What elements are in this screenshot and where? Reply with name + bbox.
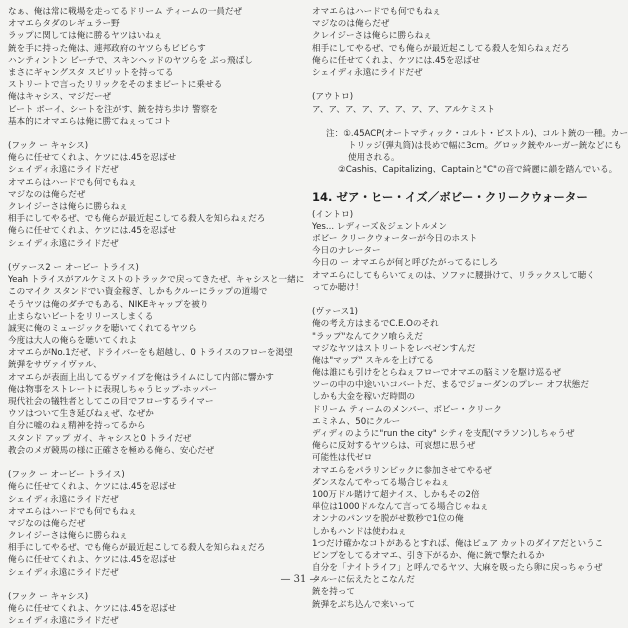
- lyric-line: ダンスなんてやってる場合じゃねぇ: [312, 477, 450, 488]
- lyric-line: 相手にしてやるぜ、でも俺らが最近起こしてる殺人を知らねぇだろ: [8, 543, 266, 554]
- right-bottom-lyrics: [312, 209, 604, 611]
- lyric-line: オマエらはハードでも何でもねぇ: [312, 7, 441, 17]
- lyric-line: シェイディ永遠にライドだぜ: [8, 238, 119, 249]
- lyric-line: 教会のメガ競馬の様に正確さを極める俺ら、安心だぜ: [8, 445, 215, 456]
- lyric-line: シェイディ永遠にライドだぜ: [312, 67, 423, 78]
- lyric-line: オマエらタダのレギュラー野: [8, 19, 120, 30]
- lyric-line: (フック ー オービー トライス): [8, 470, 125, 481]
- section-title: 14. ゼア・ヒー・イズ／ボビー・クリークウォーター: [312, 189, 588, 204]
- lyric-line: ってか聴け！: [312, 282, 364, 293]
- lyric-line: しかも大金を稼いだ時間の: [312, 392, 416, 403]
- lyric-line: (イントロ): [312, 209, 354, 220]
- lyric-line: 銃を手に持った俺は、連邦政府のヤツらもビビらす: [8, 43, 206, 54]
- lyric-line: 可能性は代ゼロ: [312, 453, 373, 464]
- lyric-line: Yes... レディーズ＆ジェントルメン: [312, 221, 447, 232]
- lyric-line: スタンド アップ ガイ、キャシスと0 トライだぜ: [8, 433, 192, 444]
- lyric-line: マジなのは俺らだぜ: [8, 189, 86, 200]
- lyric-line: 単位は1000ドルなんて言ってる場合じゃねぇ: [312, 502, 489, 513]
- lyric-line: 俺の考え方はまるでC.E.Oのそれ: [312, 319, 439, 330]
- lyric-line: 今日の ー オマエらが何と呼びたがってるにしろ: [312, 258, 498, 269]
- stanza-gap: [312, 79, 596, 91]
- stanza-gap: [312, 294, 596, 306]
- lyric-line: (ヴァース2 ー オービー トライス): [8, 262, 139, 273]
- lyric-line: 俺は"マップ" スキルを上げてる: [312, 355, 434, 366]
- lyric-line: (アウトロ): [312, 92, 354, 103]
- right-top-lyrics: [312, 6, 596, 116]
- lyric-line: そうヤツは俺のダチでもある、NIKEキャップを被り: [8, 299, 209, 310]
- lyric-line: シェイディ永遠にライドだぜ: [8, 616, 119, 627]
- lyric-line: なぁ、俺は常に戦場を走ってるドリーム ティームの一員だぜ: [8, 7, 243, 17]
- note-line: ②Cashis、Capitalizing、Captainと"C"の音で綺麗に韻を踏んでいる。: [338, 165, 618, 176]
- lyric-line: ア、ア、ア、ア、ア、ア、ア、ア、アルケミスト: [312, 104, 496, 115]
- lyric-line: ハンティントン ビーチで、スキンヘッドのヤツらを ぶっ飛ばし: [8, 55, 253, 66]
- lyric-line: マジなヤツはストリートをレペゼンすんだ: [312, 343, 476, 354]
- lyric-line: (フック ー キャシス): [8, 141, 89, 152]
- note-line: 注：①.45ACP(オートマティック・コルト・ピストル)、コルト銃の一種。カー: [326, 128, 628, 139]
- lyric-line: 現代社会の犠牲者としてこの目でフローするライマー: [8, 397, 214, 407]
- stanza-gap: [8, 128, 286, 140]
- lyric-line: シェイディ永遠にライドだぜ: [8, 494, 119, 505]
- lyric-line: Yeah トライスがアルケミストのトラックで戻ってきたぜ、キャシスと一緒に: [8, 275, 305, 286]
- lyric-line: 相手にしてやるぜ、でも俺らが最近起こしてる殺人を知らねぇだろ: [8, 214, 266, 225]
- lyric-line: オマエらはハードでも何でもねぇ: [8, 177, 137, 188]
- lyric-line: しかもハンドは使わねぇ: [312, 526, 407, 537]
- lyric-line: オンナのパンツを脱がせ数秒で1位の俺: [312, 514, 464, 525]
- stanza-gap: [8, 457, 286, 469]
- lyric-line: クレイジーさは俺らに勝らねぇ: [8, 202, 128, 212]
- lyric-line: 俺はキャシス、マジだーぜ: [8, 92, 112, 103]
- lyric-line: オマエらをパラリンピックに参加させてやるぜ: [312, 465, 492, 476]
- lyric-line: 俺らに任せてくれよ、ケツには.45を忍ばせ: [8, 604, 177, 615]
- lyric-line: クレイジーさは俺らに勝らねぇ: [312, 31, 432, 42]
- lyric-line: ラップに関しては俺に勝るヤツはいねぇ: [8, 31, 163, 42]
- lyric-line: シェイディ永遠にライドだぜ: [8, 165, 119, 176]
- lyric-line: 銃弾をサヴァイヴァル、: [8, 360, 102, 371]
- lyric-line: このマイク スタンドでい資金稼ぎ、しかもクルーにラップの道場で: [8, 287, 268, 298]
- lyric-line: (ヴァース1): [312, 307, 359, 318]
- lyric-line: ピンプをしてるオマエ、引き下がるか、俺に銃で撃たれるか: [312, 550, 545, 561]
- lyric-line: オマエらが表面上出してるヴァイブを俺はライムにして内部に響かす: [8, 372, 274, 383]
- note-line: トリッジ(弾丸筒)は長めで幅に3cm。グロック銃やルーガー銃などにも: [348, 141, 622, 152]
- page-number: — 31 —: [280, 574, 320, 585]
- lyric-line: 俺は誰にも引けをとらねぇフローでオマエの脳ミソを駆け巡るぜ: [312, 368, 561, 379]
- lyric-line: 1つだけ確かなコトがあるとすれば、俺はピュア カットのダイアだというこ: [312, 538, 604, 549]
- lyric-line: オマエらにしてもらいてぇのは、ソファに腰掛けて、リラックスして聴く: [312, 270, 595, 281]
- lyric-line: エミネム、50にクルー: [312, 416, 401, 427]
- lyric-line: 誠実に俺のミュージックを聴いてくれてるヤツら: [8, 323, 197, 334]
- lyric-line: 100万ドル賭けて超ナイス、しかもその2倍: [312, 489, 480, 500]
- lyric-line: 自分を「ナイトライフ」と呼んでるヤツ、大麻を吸ったら卵に戻っちゃうぜ: [312, 563, 603, 574]
- lyric-line: マジなのは俺らだぜ: [312, 19, 390, 30]
- lyric-line: クルーに伝えたとこなんだ: [312, 575, 415, 586]
- lyric-line: まさにギャングスタ スピリットを持ってる: [8, 67, 174, 78]
- lyric-line: 俺らに任せてくれよ、ケツには.45を忍ばせ: [312, 55, 481, 66]
- lyric-line: 俺らに反対するヤツらは、可哀想に思うぜ: [312, 441, 476, 452]
- lyric-line: (フック ー キャシス): [8, 592, 89, 602]
- lyric-line: 俺は物事をストレートに表現しちゃうヒップ-ホッパー: [8, 384, 218, 395]
- lyric-line: 俺らに任せてくれよ、ケツには.45を忍ばせ: [8, 482, 177, 493]
- lyric-line: 止まらないビートをリリースしまくる: [8, 311, 154, 322]
- lyric-line: ドリーム ティームのメンバー、ボビー・クリーク: [312, 404, 502, 415]
- lyric-line: 銃を持って: [312, 587, 355, 598]
- lyric-line: 今日のナレーター: [312, 246, 381, 257]
- right-lyrics-column: [312, 6, 628, 611]
- lyric-line: ウソはついて生き延びねぇぜ、なぜか: [8, 409, 154, 420]
- lyric-line: 銃弾をぶち込んで来いって: [312, 599, 416, 610]
- lyric-line: 俺らに任せてくれよ、ケツには.45を忍ばせ: [8, 226, 177, 237]
- stanza-gap: [8, 250, 286, 262]
- lyric-line: シェイディ永遠にライドだぜ: [8, 567, 119, 578]
- lyric-line: ツーの中の中途いいコバートだ、まるでジョーダンのプレー オフ状態だ: [312, 380, 589, 391]
- note-line: 使用される。: [348, 153, 400, 164]
- lyric-line: ストリートで言ったリリックをそのままビートに乗せる: [8, 80, 223, 91]
- lyric-line: 俺らに任せてくれよ、ケツには.45を忍ばせ: [8, 153, 177, 164]
- lyric-line: 自分に嘘のねぇ精神を持ってるから: [8, 421, 146, 432]
- lyric-line: ディディのように"run the city" シティを支配(マラソン)しちゃうぜ: [312, 429, 575, 439]
- lyric-line: マジなのは俺らだぜ: [8, 518, 86, 529]
- lyric-line: オマエらがNo.1だぜ、ドライバーをも超越し、0 トライスのフローを渇望: [8, 348, 293, 359]
- lyric-line: 相手にしてやるぜ、でも俺らが最近起こしてる殺人を知らねぇだろ: [312, 43, 570, 54]
- lyric-line: ビート ボーイ、シートを注がす、銃を持ち歩け 警察を: [8, 104, 218, 115]
- lyric-line: ボビー クリークウォーターが今日のホスト: [312, 234, 478, 244]
- lyric-line: 基本的にオマエらは俺に勝てねぇってコト: [8, 116, 172, 127]
- lyric-line: "ラップ"なんてクソ喰らえだ: [312, 331, 423, 342]
- lyric-line: 今度は大人の俺らを聴いてくれよ: [8, 336, 137, 347]
- lyric-line: クレイジーさは俺らに勝らねぇ: [8, 531, 128, 542]
- translator-notes: [312, 128, 628, 177]
- lyric-line: オマエらはハードでも何でもねぇ: [8, 506, 137, 517]
- lyric-line: 俺らに任せてくれよ、ケツには.45を忍ばせ: [8, 555, 177, 566]
